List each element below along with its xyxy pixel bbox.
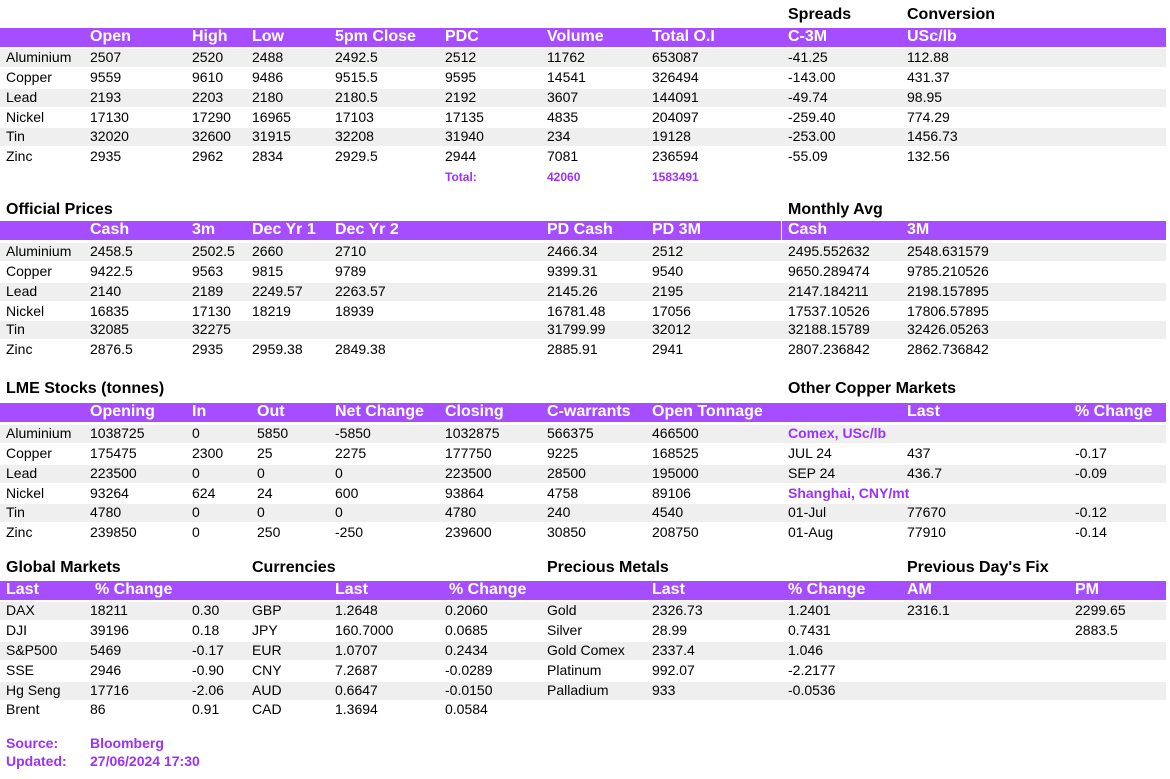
official-col-header: Dec Yr 1	[252, 221, 316, 238]
stocks-col-header: Out	[257, 403, 285, 420]
stocks-cell: 239600	[445, 524, 492, 540]
official-cell: 18219	[252, 303, 291, 319]
stocks-cell: 4780	[445, 504, 477, 520]
stocks-cell: 4758	[547, 485, 579, 501]
index-name: DAX	[6, 602, 35, 618]
stocks-cell: 0	[257, 465, 265, 481]
source-value: Bloomberg	[90, 735, 164, 751]
market-group-label: Comex, USc/lb	[788, 425, 887, 441]
market-cell: 2180.5	[335, 89, 378, 105]
stocks-cell: 93864	[445, 485, 484, 501]
currency-cell: 1.3694	[335, 701, 378, 717]
metal-name: Aluminium	[6, 243, 72, 259]
metal-name: Copper	[6, 69, 52, 85]
market-cell: -55.09	[788, 148, 828, 164]
official-cell: 2466.34	[547, 243, 598, 259]
precious-name: Palladium	[547, 682, 609, 698]
index-cell: 0.18	[192, 622, 220, 638]
market-cell: 98.95	[907, 89, 943, 105]
row-band	[0, 89, 1166, 107]
index-name: Brent	[6, 701, 40, 717]
official-cell: 9399.31	[547, 263, 598, 279]
currency-cell: 0.0685	[445, 622, 488, 638]
global-header-bar	[0, 581, 1166, 600]
index-cell: 18211	[90, 602, 128, 618]
market-cell: 31915	[252, 128, 291, 144]
official-cell: 2147.184211	[788, 283, 869, 299]
other-market-cell: JUL 24	[788, 445, 832, 461]
index-cell: -0.90	[192, 662, 224, 678]
market-col-header: C-3M	[788, 28, 828, 45]
market-cell: 4835	[547, 109, 579, 125]
official-cell: 2660	[252, 243, 284, 259]
index-name: DJI	[6, 622, 27, 638]
conversion-title: Conversion	[907, 6, 996, 23]
monthly-divider	[781, 221, 782, 240]
market-col-header: Total O.I	[652, 28, 715, 45]
global-col-header: AM	[907, 581, 932, 598]
official-cell: 32426.05263	[907, 321, 989, 337]
lme-stocks-title: LME Stocks (tonnes)	[6, 380, 165, 397]
official-cell: 16781.48	[547, 303, 606, 319]
market-cell: 17130	[90, 109, 129, 125]
other-col-header: Last	[907, 403, 940, 420]
official-cell: 2862.736842	[907, 341, 989, 357]
metal-name: Tin	[6, 321, 25, 337]
other-market-cell: 436.7	[907, 465, 943, 481]
official-cell: 2935	[192, 341, 224, 357]
official-cell: 2849.38	[335, 341, 386, 357]
global-col-header: Last	[652, 581, 685, 598]
stocks-cell: 2275	[335, 445, 367, 461]
index-cell: 17716	[90, 682, 129, 698]
precious-cell: 2326.73	[652, 602, 703, 618]
metal-name: Lead	[6, 465, 38, 481]
index-cell: 5469	[90, 642, 122, 658]
metal-name: Zinc	[6, 524, 33, 540]
currency-cell: 0.6647	[335, 682, 378, 698]
index-name: SSE	[6, 662, 35, 678]
stocks-cell: 0	[192, 504, 200, 520]
market-cell: 2512	[445, 49, 477, 65]
market-cell: 9610	[192, 69, 224, 85]
currency-cell: -0.0289	[445, 662, 493, 678]
market-cell: 17135	[445, 109, 484, 125]
official-cell: 32275	[192, 321, 231, 337]
official-prices-title: Official Prices	[6, 201, 113, 218]
market-cell: 2492.5	[335, 49, 378, 65]
currency-cell: 0.0584	[445, 701, 488, 717]
currencies-title: Currencies	[252, 559, 336, 576]
metal-name: Aluminium	[6, 49, 72, 65]
market-cell: -253.00	[788, 128, 836, 144]
official-cell: 31799.99	[547, 321, 606, 337]
market-cell: 2834	[252, 148, 284, 164]
metal-name: Nickel	[6, 303, 45, 319]
official-col-header: Cash	[788, 221, 828, 238]
official-col-header: Dec Yr 2	[335, 221, 399, 238]
currency-name: AUD	[252, 682, 282, 698]
market-cell: 2520	[192, 49, 224, 65]
stocks-cell: 624	[192, 485, 216, 501]
precious-cell: -0.0536	[788, 682, 836, 698]
other-market-cell: -0.12	[1075, 504, 1107, 520]
market-cell: 431.37	[907, 69, 950, 85]
stocks-cell: 168525	[652, 445, 699, 461]
global-col-header: Last	[6, 581, 39, 598]
currency-cell: 7.2687	[335, 662, 378, 678]
stocks-cell: 466500	[652, 425, 699, 441]
other-market-cell: 77670	[907, 504, 946, 520]
official-cell: 32012	[652, 321, 691, 337]
metal-name: Lead	[6, 283, 38, 299]
currency-name: GBP	[252, 602, 282, 618]
row-band	[0, 504, 1166, 522]
market-cell: 653087	[652, 49, 699, 65]
total-oi: 1583491	[652, 170, 699, 184]
market-col-header: Low	[252, 28, 284, 45]
market-col-header: High	[192, 28, 228, 45]
official-cell: 2195	[652, 283, 684, 299]
stocks-cell: 250	[257, 524, 281, 540]
official-cell: 17056	[652, 303, 691, 319]
metal-name: Lead	[6, 89, 38, 105]
index-cell: 39196	[90, 622, 129, 638]
precious-name: Silver	[547, 622, 583, 638]
precious-name: Platinum	[547, 662, 602, 678]
stocks-col-header: C-warrants	[547, 403, 631, 420]
stocks-cell: 223500	[90, 465, 137, 481]
other-market-cell: -0.14	[1075, 524, 1107, 540]
stocks-cell: 4780	[90, 504, 122, 520]
official-cell: 17130	[192, 303, 231, 319]
metal-name: Tin	[6, 504, 25, 520]
precious-name: Gold	[547, 602, 577, 618]
precious-cell: 992.07	[652, 662, 695, 678]
official-cell: 2145.26	[547, 283, 598, 299]
stocks-cell: 4540	[652, 504, 684, 520]
stocks-cell: 195000	[652, 465, 699, 481]
metal-name: Nickel	[6, 109, 45, 125]
official-cell: 17537.10526	[788, 303, 870, 319]
stocks-cell: 0	[192, 524, 200, 540]
market-cell: 31940	[445, 128, 484, 144]
market-cell: 11762	[547, 49, 585, 65]
total-volume: 42060	[547, 170, 581, 184]
market-cell: -49.74	[788, 89, 828, 105]
other-market-cell: 01-Jul	[788, 504, 827, 520]
official-cell: 18939	[335, 303, 374, 319]
market-cell: 2488	[252, 49, 284, 65]
fix-cell: 2299.65	[1075, 602, 1126, 618]
stocks-col-header: Opening	[90, 403, 155, 420]
market-col-header: USc/lb	[907, 28, 957, 45]
stocks-cell: 30850	[547, 524, 586, 540]
official-cell: 2885.91	[547, 341, 598, 357]
official-cell: 2249.57	[252, 283, 303, 299]
market-cell: 17103	[335, 109, 374, 125]
other-col-header: % Change	[1075, 403, 1153, 420]
currency-cell: 0.2060	[445, 602, 488, 618]
other-market-cell: 01-Aug	[788, 524, 834, 540]
index-cell: 0.30	[192, 602, 220, 618]
spreads-title: Spreads	[788, 6, 852, 23]
stocks-cell: 600	[335, 485, 359, 501]
official-cell: 32085	[90, 321, 129, 337]
stocks-cell: 24	[257, 485, 273, 501]
metal-name: Tin	[6, 128, 25, 144]
source-label: Source:	[6, 735, 59, 751]
index-cell: -0.17	[192, 642, 224, 658]
global-col-header: % Change	[449, 581, 527, 598]
official-cell: 16835	[90, 303, 129, 319]
official-cell: 9422.5	[90, 263, 133, 279]
currency-cell: 0.2434	[445, 642, 488, 658]
official-cell: 2458.5	[90, 243, 133, 259]
market-cell: 326494	[652, 69, 699, 85]
index-name: Hg Seng	[6, 682, 61, 698]
stocks-col-header: Net Change	[335, 403, 424, 420]
market-cell: 7081	[547, 148, 579, 164]
precious-cell: 0.7431	[788, 622, 831, 638]
stocks-cell: 240	[547, 504, 571, 520]
precious-cell: 28.99	[652, 622, 688, 638]
stocks-cell: 177750	[445, 445, 492, 461]
index-cell: -2.06	[192, 682, 224, 698]
market-cell: 16965	[252, 109, 291, 125]
fix-cell: 2316.1	[907, 602, 950, 618]
market-cell: 9559	[90, 69, 122, 85]
other-copper-title: Other Copper Markets	[788, 380, 957, 397]
stocks-cell: 1032875	[445, 425, 500, 441]
other-market-cell: -0.09	[1075, 465, 1107, 481]
market-cell: -143.00	[788, 69, 836, 85]
currency-cell: -0.0150	[445, 682, 493, 698]
stocks-cell: 1038725	[90, 425, 145, 441]
row-band	[0, 128, 1166, 146]
official-cell: 17806.57895	[907, 303, 989, 319]
currency-name: CNY	[252, 662, 282, 678]
currency-cell: 160.7000	[335, 622, 394, 638]
precious-cell: 1.2401	[788, 602, 831, 618]
official-cell: 32188.15789	[788, 321, 870, 337]
market-cell: 14541	[547, 69, 586, 85]
market-cell: 236594	[652, 148, 699, 164]
metal-name: Aluminium	[6, 425, 72, 441]
global-markets-title: Global Markets	[6, 559, 121, 576]
stocks-cell: 5850	[257, 425, 289, 441]
stocks-cell: 239850	[90, 524, 137, 540]
market-cell: 9515.5	[335, 69, 378, 85]
market-cell: 2929.5	[335, 148, 378, 164]
index-cell: 2946	[90, 662, 122, 678]
market-cell: -41.25	[788, 49, 828, 65]
global-col-header: PM	[1075, 581, 1099, 598]
official-cell: 2941	[652, 341, 684, 357]
stocks-cell: -250	[335, 524, 364, 540]
market-cell: 32600	[192, 128, 231, 144]
stocks-col-header: In	[192, 403, 207, 420]
official-cell: 9650.289474	[788, 263, 870, 279]
metal-name: Copper	[6, 263, 52, 279]
stocks-cell: 93264	[90, 485, 129, 501]
market-group-label: Shanghai, CNY/mt	[788, 485, 910, 501]
market-cell: 9486	[252, 69, 284, 85]
official-col-header: PD 3M	[652, 221, 701, 238]
precious-cell: 2337.4	[652, 642, 695, 658]
official-cell: 2263.57	[335, 283, 386, 299]
market-cell: 2944	[445, 148, 477, 164]
monthly-avg-title: Monthly Avg	[788, 201, 883, 218]
market-cell: 2962	[192, 148, 224, 164]
market-col-header: Volume	[547, 28, 604, 45]
metal-name: Zinc	[6, 148, 33, 164]
stocks-cell: 223500	[445, 465, 492, 481]
total-label: Total:	[445, 170, 477, 184]
precious-cell: 1.046	[788, 642, 824, 658]
stocks-cell: 208750	[652, 524, 699, 540]
official-cell: 9563	[192, 263, 224, 279]
currency-cell: 1.0707	[335, 642, 378, 658]
stocks-cell: 0	[192, 425, 200, 441]
stocks-col-header: Open Tonnage	[652, 403, 763, 420]
index-cell: 0.91	[192, 701, 220, 717]
stocks-cell: 566375	[547, 425, 594, 441]
official-cell: 2959.38	[252, 341, 303, 357]
stocks-cell: 28500	[547, 465, 586, 481]
precious-cell: 933	[652, 682, 676, 698]
official-cell: 2189	[192, 283, 224, 299]
official-cell: 9785.210526	[907, 263, 989, 279]
market-col-header: PDC	[445, 28, 479, 45]
precious-metals-title: Precious Metals	[547, 559, 669, 576]
market-cell: 132.56	[907, 148, 950, 164]
stocks-cell: 0	[335, 504, 343, 520]
market-cell: 19128	[652, 128, 691, 144]
market-cell: 32020	[90, 128, 129, 144]
stocks-cell: 0	[335, 465, 343, 481]
metal-name: Copper	[6, 445, 52, 461]
market-cell: 9595	[445, 69, 477, 85]
currency-name: EUR	[252, 642, 282, 658]
row-band	[0, 602, 1166, 620]
stocks-cell: 2300	[192, 445, 224, 461]
official-cell: 2198.157895	[907, 283, 989, 299]
official-cell: 2807.236842	[788, 341, 870, 357]
market-cell: 2193	[90, 89, 122, 105]
market-cell: 112.88	[907, 49, 949, 65]
official-col-header: Cash	[90, 221, 130, 238]
stocks-cell: 0	[257, 504, 265, 520]
stocks-cell: 0	[192, 465, 200, 481]
precious-cell: -2.2177	[788, 662, 836, 678]
market-cell: 774.29	[907, 109, 950, 125]
market-cell: 3607	[547, 89, 579, 105]
previous-fix-title: Previous Day's Fix	[907, 559, 1049, 576]
metal-name: Nickel	[6, 485, 45, 501]
currency-name: JPY	[252, 622, 278, 638]
official-col-header: 3m	[192, 221, 216, 238]
official-cell: 2512	[652, 243, 684, 259]
market-cell: -259.40	[788, 109, 836, 125]
precious-name: Gold Comex	[547, 642, 625, 658]
updated-timestamp: 27/06/2024 17:30	[90, 753, 200, 769]
market-cell: 32208	[335, 128, 374, 144]
other-market-cell: 437	[907, 445, 931, 461]
official-col-header: 3M	[907, 221, 930, 238]
stocks-cell: -5850	[335, 425, 371, 441]
market-cell: 2203	[192, 89, 224, 105]
official-cell: 2876.5	[90, 341, 133, 357]
market-col-header: 5pm Close	[335, 28, 416, 45]
other-market-cell: 77910	[907, 524, 946, 540]
official-cell: 2710	[335, 243, 367, 259]
market-cell: 2935	[90, 148, 122, 164]
global-col-header: % Change	[788, 581, 866, 598]
index-name: S&P500	[6, 642, 58, 658]
market-cell: 204097	[652, 109, 699, 125]
market-cell: 144091	[652, 89, 699, 105]
stocks-cell: 89106	[652, 485, 691, 501]
market-cell: 1456.73	[907, 128, 958, 144]
official-cell: 2502.5	[192, 243, 235, 259]
currency-cell: 1.2648	[335, 602, 378, 618]
official-col-header: PD Cash	[547, 221, 613, 238]
stocks-col-header: Closing	[445, 403, 504, 420]
market-col-header: Open	[90, 28, 131, 45]
market-cell: 2192	[445, 89, 477, 105]
official-cell: 2140	[90, 283, 122, 299]
official-cell: 2548.631579	[907, 243, 989, 259]
updated-label: Updated:	[6, 753, 67, 769]
other-market-cell: SEP 24	[788, 465, 836, 481]
market-cell: 2180	[252, 89, 284, 105]
fix-cell: 2883.5	[1075, 622, 1118, 638]
index-cell: 86	[90, 701, 106, 717]
global-col-header: % Change	[95, 581, 173, 598]
stocks-cell: 9225	[547, 445, 579, 461]
official-cell: 2495.552632	[788, 243, 870, 259]
market-cell: 17290	[192, 109, 231, 125]
market-cell: 234	[547, 128, 571, 144]
currency-name: CAD	[252, 701, 282, 717]
other-market-cell: -0.17	[1075, 445, 1107, 461]
stocks-cell: 175475	[90, 445, 137, 461]
global-col-header: Last	[335, 581, 368, 598]
stocks-cell: 25	[257, 445, 273, 461]
market-cell: 2507	[90, 49, 122, 65]
metal-name: Zinc	[6, 341, 33, 357]
official-cell: 9815	[252, 263, 284, 279]
official-cell: 9789	[335, 263, 367, 279]
official-cell: 9540	[652, 263, 684, 279]
